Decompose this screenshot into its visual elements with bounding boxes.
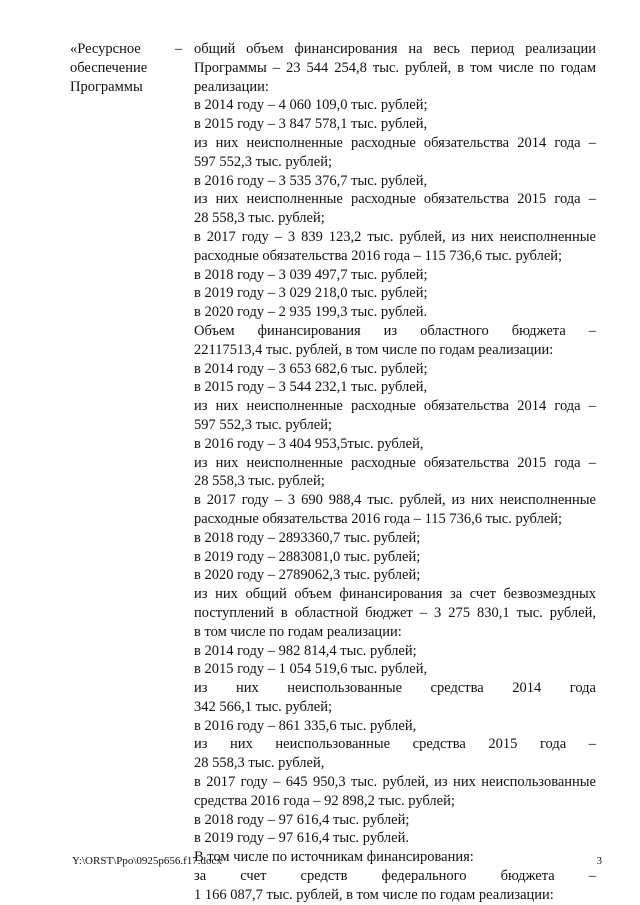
text-line: средства 2016 года – 92 898,2 тыс. рублей; (194, 792, 455, 809)
text-line: 1 166 087,7 тыс. рублей, в том числе по годам реализации: (194, 886, 554, 903)
text-line: в 2016 году – 3 404 953,5тыс. рублей, (194, 435, 424, 452)
text-line: в 2018 году – 3 039 497,7 тыс. рублей; (194, 266, 428, 283)
text-line: расходные обязательства 2016 года – 115 736,6 тыс. рублей; (194, 247, 563, 264)
text-line: Программы – 23 544 254,8 тыс. рублей, в том числе по годам (194, 59, 596, 76)
text-line: расходные обязательства 2016 года – 115 736,6 тыс. рублей; (194, 510, 563, 527)
text-line: в 2019 году – 3 029 218,0 тыс. рублей; (194, 285, 428, 302)
text-line: в 2015 году – 3 847 578,1 тыс. рублей, (194, 116, 428, 133)
text-line: в 2020 году – 2789062,3 тыс. рублей; (194, 567, 421, 584)
text-line: в 2016 году – 3 535 376,7 тыс. рублей, (194, 172, 428, 189)
text-line: Объем финансирования из областного бюджета – (194, 322, 596, 339)
text-line: 597 552,3 тыс. рублей; (194, 153, 332, 170)
text-line: в 2014 году – 4 060 109,0 тыс. рублей; (194, 97, 428, 114)
text-line: 22117513,4 тыс. рублей, в том числе по годам реализации: (194, 341, 554, 358)
text-line: реализации: (194, 78, 269, 95)
text-line: поступлений в областной бюджет – 3 275 830,1 тыс. рублей, (194, 604, 596, 621)
text-line: в 2014 году – 982 814,4 тыс. рублей; (194, 642, 417, 659)
text-line: из них неисполненные расходные обязательства 2015 года – (194, 454, 596, 471)
text-line: из них неиспользованные средства 2014 года (194, 680, 596, 697)
funding-text (194, 40, 596, 905)
file-path: Y:\ORST\Ppo\0925p656.f17.docx (72, 855, 222, 867)
text-line: В том числе по источникам финансирования: (194, 849, 474, 866)
text-line: 342 566,1 тыс. рублей; (194, 698, 332, 715)
text-line: в 2015 году – 3 544 232,1 тыс. рублей, (194, 379, 428, 396)
text-line: в 2014 году – 3 653 682,6 тыс. рублей; (194, 360, 428, 377)
text-line: в 2018 году – 2893360,7 тыс. рублей; (194, 529, 421, 546)
text-line: в 2017 году – 3 839 123,2 тыс. рублей, из них неисполненные (194, 228, 596, 245)
text-line: 28 558,3 тыс. рублей; (194, 210, 325, 227)
text-line: в 2017 году – 3 690 988,4 тыс. рублей, из них неисполненные (194, 492, 596, 509)
page-number: 3 (596, 855, 602, 867)
text-line: в 2019 году – 2883081,0 тыс. рублей; (194, 548, 421, 565)
text-line: из них общий объем финансирования за счет безвозмездных (194, 586, 596, 603)
text-line: в 2017 году – 645 950,3 тыс. рублей, из них неиспользованные (194, 774, 596, 791)
text-line: в том числе по годам реализации: (194, 623, 402, 640)
text-line: 28 558,3 тыс. рублей, (194, 755, 325, 772)
resource-label-line: обеспечение (70, 59, 148, 76)
text-line: из них неисполненные расходные обязательства 2014 года – (194, 134, 596, 151)
text-line: в 2020 году – 2 935 199,3 тыс. рублей. (194, 304, 428, 321)
label-dash: – (175, 41, 183, 57)
text-line: из них неиспользованные средства 2015 года – (194, 736, 596, 753)
text-line: 597 552,3 тыс. рублей; (194, 416, 332, 433)
resource-label-line: Программы (70, 78, 143, 95)
text-line: 28 558,3 тыс. рублей; (194, 473, 325, 490)
text-line: в 2018 году – 97 616,4 тыс. рублей; (194, 811, 410, 828)
text-line: общий объем финансирования на весь период реализации (194, 41, 596, 57)
text-line: в 2015 году – 1 054 519,6 тыс. рублей, (194, 661, 428, 678)
text-line: из них неисполненные расходные обязательства 2015 года – (194, 191, 596, 208)
text-line: в 2016 году – 861 335,6 тыс. рублей, (194, 717, 417, 734)
text-line: за счет средств федерального бюджета – (194, 868, 596, 885)
text-line: в 2019 году – 97 616,4 тыс. рублей. (194, 830, 409, 847)
resource-label (70, 40, 170, 96)
text-line: из них неисполненные расходные обязательства 2014 года – (194, 398, 596, 415)
resource-label-line: «Ресурсное (70, 41, 141, 57)
